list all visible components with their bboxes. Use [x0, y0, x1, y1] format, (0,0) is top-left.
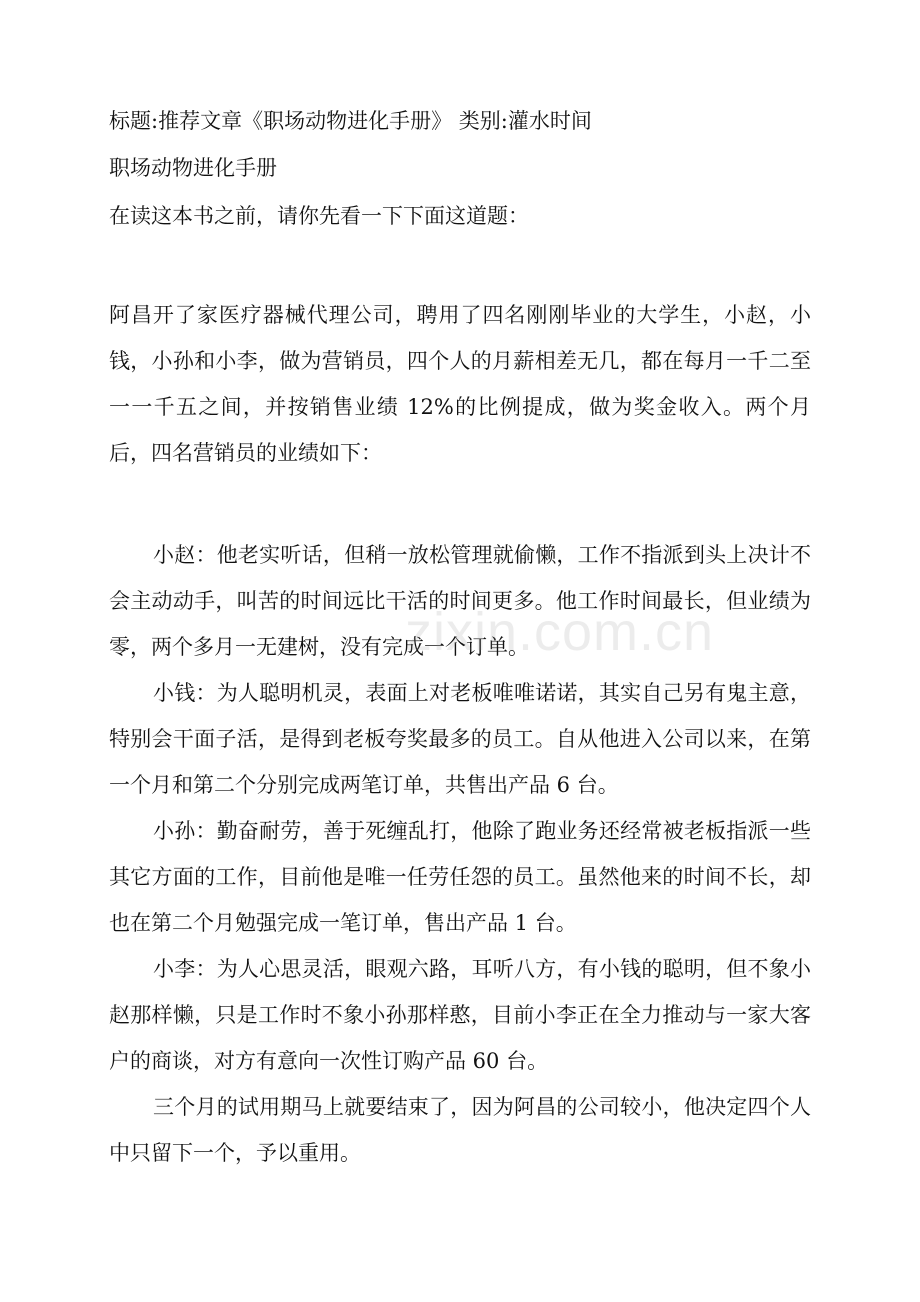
xiaosun-paragraph: 小孙：勤奋耐劳，善于死缠乱打，他除了跑业务还经常被老板指派一些其它方面的工作，目前他是唯一任劳任怨的员工。虽然他来的时间不长，却也在第二个月勉强完成一笔订单，售出产品 1 台。: [109, 819, 811, 935]
book-title: 职场动物进化手册: [109, 156, 277, 180]
xiaozhao-paragraph: 小赵：他老实听话，但稍一放松管理就偷懒，工作不指派到头上决计不会主动动手，叫苦的时间远比干活的时间更多。他工作时间最长，但业绩为零，两个多月一无建树，没有完成一个订单。: [109, 543, 811, 659]
header-line: 标题:推荐文章《职场动物进化手册》 类别:灌水时间: [109, 109, 592, 133]
watermark: zixin.com.cn: [405, 602, 715, 662]
story-paragraph: 阿昌开了家医疗器械代理公司，聘用了四名刚刚毕业的大学生，小赵，小钱，小孙和小李，做为营销员，四个人的月薪相差无几，都在每月一千二至一一千五之间，并按销售业绩 12%的比例提成，做为奖金收入。两个月后，四名营销员的业绩如下：: [109, 303, 811, 465]
xiaoli-paragraph: 小李：为人心思灵活，眼观六路，耳听八方，有小钱的聪明，但不象小赵那样懒，只是工作时不象小孙那样憨，目前小李正在全力推动与一家大客户的商谈，对方有意向一次性订购产品 60 台。: [109, 957, 811, 1073]
intro-line: 在读这本书之前，请你先看一下下面这道题：: [109, 204, 529, 228]
xiaoqian-paragraph: 小钱：为人聪明机灵，表面上对老板唯唯诺诺，其实自己另有鬼主意，特别会干面子活，是得到老板夸奖最多的员工。自从他进入公司以来，在第一个月和第二个分别完成两笔订单，共售出产品 6 台。: [109, 681, 811, 797]
conclusion-paragraph: 三个月的试用期马上就要结束了，因为阿昌的公司较小，他决定四个人中只留下一个，予以重用。: [109, 1095, 811, 1165]
